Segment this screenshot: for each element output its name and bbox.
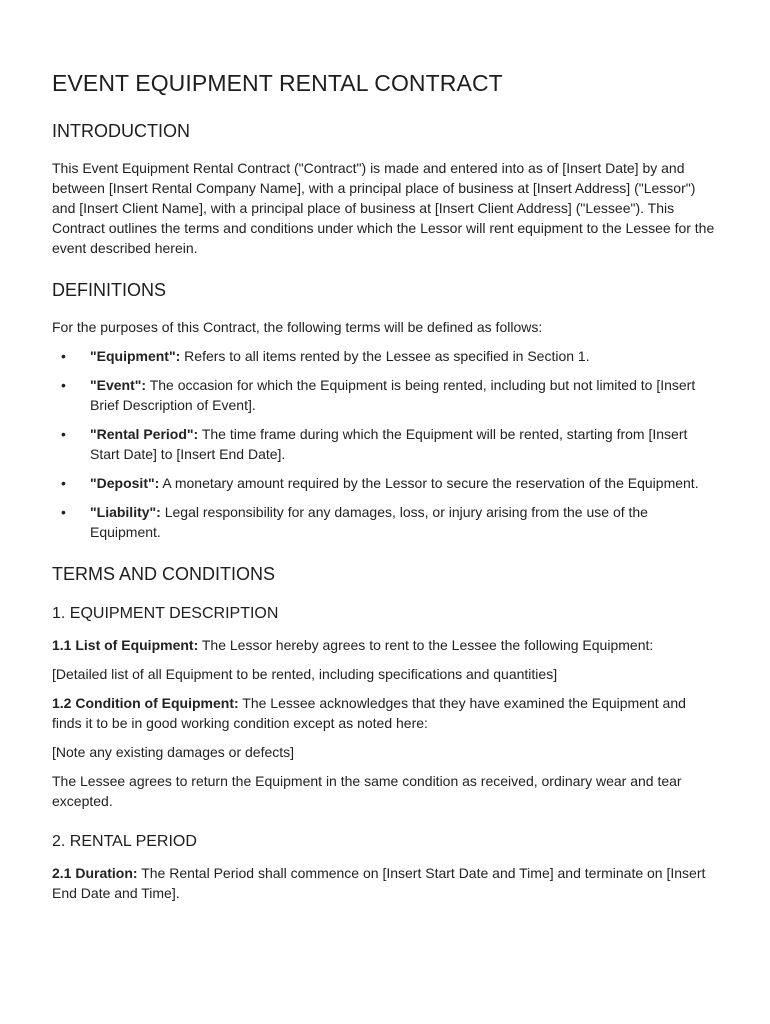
introduction-paragraph: This Event Equipment Rental Contract ("Contract") is made and entered into as of [Insert Date] by and between [Insert Rental Company Name], with a principal place of business at [Insert Address] ("Lessor") and [Insert Client Name], with a principal place of business at [Insert Client Address] ("Lessee"). This Contract outlines the terms and conditions under which the Lessor will rent equipment to the Lessee for the event described herein. xyxy=(52,160,715,256)
bullet-icon: • xyxy=(61,475,66,491)
definition-term: "Equipment": xyxy=(90,348,181,364)
clause-text: The Lessee acknowledges that they have examined the Equipment and finds it to be in good working condition except as noted here: xyxy=(52,695,686,731)
clause-label: 1.2 Condition of Equipment: xyxy=(52,695,239,711)
bullet-icon: • xyxy=(61,504,66,520)
definition-text: Refers to all items rented by the Lessee as specified in Section 1. xyxy=(180,348,590,364)
section-1-1-paragraph xyxy=(52,635,718,655)
return-condition-paragraph: The Lessee agrees to return the Equipment in the same condition as received, ordinary wear and tear excepted. xyxy=(52,773,682,809)
definition-item xyxy=(52,424,718,464)
section-2-1-paragraph xyxy=(52,863,718,903)
clause-text: The Rental Period shall commence on [Insert Start Date and Time] and terminate on [Insert End Date and Time]. xyxy=(52,865,706,901)
definition-text: Legal responsibility for any damages, loss, or injury arising from the use of the Equipment. xyxy=(90,504,648,540)
terms-heading: TERMS AND CONDITIONS xyxy=(52,564,276,584)
introduction-heading: INTRODUCTION xyxy=(52,121,190,141)
damages-placeholder: [Note any existing damages or defects] xyxy=(52,744,295,760)
definition-term: "Rental Period": xyxy=(90,426,199,442)
definition-term: "Event": xyxy=(90,377,147,393)
definitions-lead: For the purposes of this Contract, the following terms will be defined as follows: xyxy=(52,319,543,335)
definition-item xyxy=(52,473,718,493)
definition-text: The occasion for which the Equipment is being rented, including but not limited to [Insert Brief Description of Event]. xyxy=(90,377,696,413)
document-title: EVENT EQUIPMENT RENTAL CONTRACT xyxy=(52,70,503,96)
clause-label: 1.1 List of Equipment: xyxy=(52,637,199,653)
section-1-2-paragraph xyxy=(52,693,718,733)
bullet-icon: • xyxy=(61,426,66,442)
definition-term: "Liability": xyxy=(90,504,161,520)
clause-label: 2.1 Duration: xyxy=(52,865,138,881)
definition-item xyxy=(52,502,718,542)
section-2-heading: 2. RENTAL PERIOD xyxy=(52,833,197,850)
definitions-heading: DEFINITIONS xyxy=(52,280,167,300)
equipment-list-placeholder: [Detailed list of all Equipment to be rented, including specifications and quantities] xyxy=(52,666,558,682)
bullet-icon: • xyxy=(61,377,66,393)
clause-text: The Lessor hereby agrees to rent to the Lessee the following Equipment: xyxy=(198,637,654,653)
section-1-heading: 1. EQUIPMENT DESCRIPTION xyxy=(52,605,279,622)
definitions-list xyxy=(52,346,718,542)
bullet-icon: • xyxy=(61,348,66,364)
definition-item xyxy=(52,346,718,366)
definition-text: A monetary amount required by the Lessor to secure the reservation of the Equipment. xyxy=(159,475,699,491)
definition-item xyxy=(52,375,718,415)
definition-text: The time frame during which the Equipment will be rented, starting from [Insert Start Date] to [Insert End Date]. xyxy=(90,426,688,462)
definition-term: "Deposit": xyxy=(90,475,160,491)
